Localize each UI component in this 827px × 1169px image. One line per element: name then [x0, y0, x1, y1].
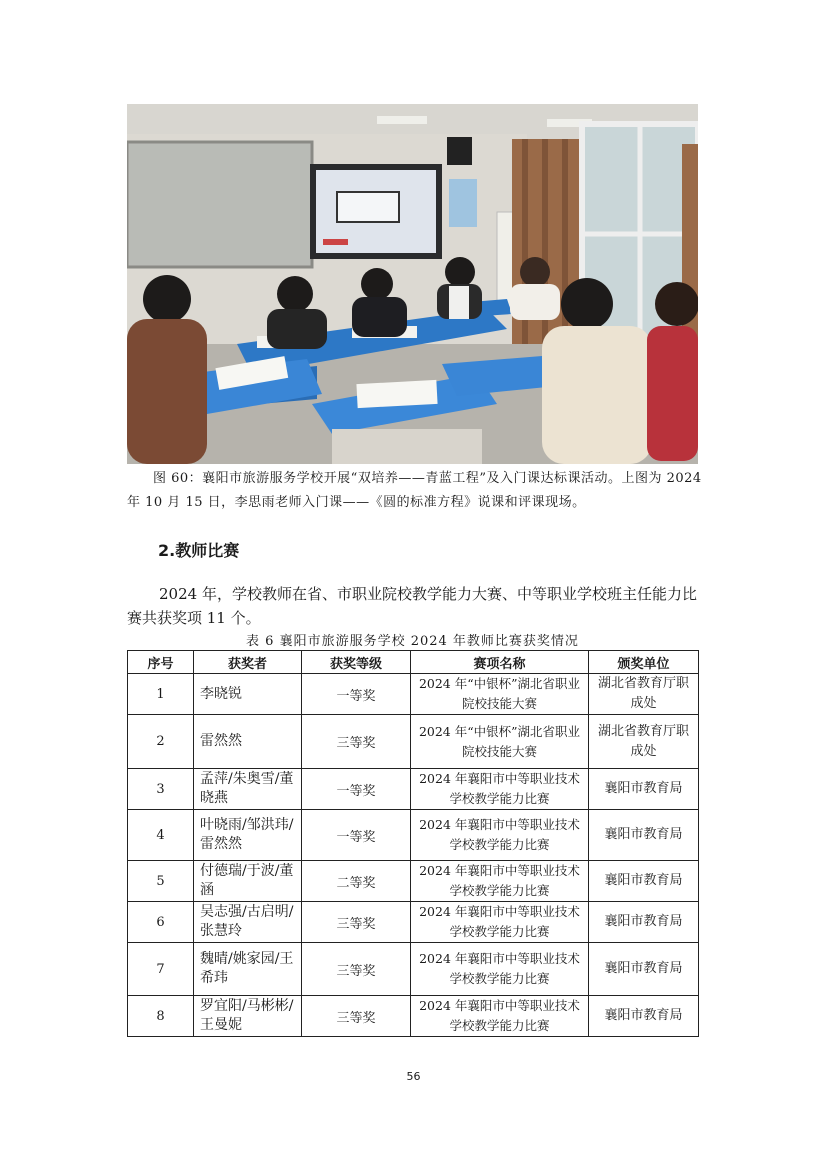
row-event-name: 2024 年襄阳市中等职业技术学校教学能力比赛 [411, 769, 589, 810]
row-event-name: 2024 年“中银杯”湖北省职业院校技能大赛 [411, 674, 589, 715]
table-row [128, 902, 699, 943]
row-event-name: 2024 年襄阳市中等职业技术学校教学能力比赛 [411, 810, 589, 861]
header-issuer: 颁奖单位 [589, 651, 699, 674]
row-issuer: 湖北省教育厅职成处 [589, 715, 699, 769]
header-event-name: 赛项名称 [411, 651, 589, 674]
row-award-level: 一等奖 [302, 769, 411, 810]
row-winner: 吴志强/古启明/张慧玲 [194, 902, 302, 943]
row-winner: 孟萍/朱奥雪/董晓燕 [194, 769, 302, 810]
header-index: 序号 [128, 651, 194, 674]
row-issuer: 襄阳市教育局 [589, 943, 699, 996]
page-number: 56 [406, 1070, 421, 1083]
header-winner: 获奖者 [194, 651, 302, 674]
table-row [128, 810, 699, 861]
row-award-level: 三等奖 [302, 943, 411, 996]
row-event-name: 2024 年襄阳市中等职业技术学校教学能力比赛 [411, 943, 589, 996]
row-issuer: 襄阳市教育局 [589, 902, 699, 943]
row-event-name: 2024 年“中银杯”湖北省职业院校技能大赛 [411, 715, 589, 769]
table-row [128, 769, 699, 810]
row-index: 4 [128, 810, 194, 861]
row-award-level: 三等奖 [302, 715, 411, 769]
row-index: 1 [128, 674, 194, 715]
row-winner: 叶晓雨/邹洪玮/雷然然 [194, 810, 302, 861]
header-award-level: 获奖等级 [302, 651, 411, 674]
awards-table [127, 650, 699, 1037]
row-award-level: 一等奖 [302, 674, 411, 715]
row-issuer: 湖北省教育厅职成处 [589, 674, 699, 715]
figure-caption: 图 60：襄阳市旅游服务学校开展“双培养——青蓝工程”及入门课达标课活动。上图为 2024 年 10 月 15 日，李思雨老师入门课——《圆的标准方程》说课和评课现场。 [127, 471, 702, 510]
table-row [128, 861, 699, 902]
row-award-level: 三等奖 [302, 996, 411, 1037]
row-event-name: 2024 年襄阳市中等职业技术学校教学能力比赛 [411, 996, 589, 1037]
classroom-photo [127, 104, 698, 464]
row-award-level: 三等奖 [302, 902, 411, 943]
row-index: 8 [128, 996, 194, 1037]
section-title: 2.教师比赛 [158, 541, 240, 560]
row-issuer: 襄阳市教育局 [589, 996, 699, 1037]
table-caption: 表 6 襄阳市旅游服务学校 2024 年教师比赛获奖情况 [246, 634, 579, 649]
row-award-level: 二等奖 [302, 861, 411, 902]
row-winner: 罗宜阳/马彬彬/王曼妮 [194, 996, 302, 1037]
row-winner: 雷然然 [194, 715, 302, 769]
table-row [128, 996, 699, 1037]
row-event-name: 2024 年襄阳市中等职业技术学校教学能力比赛 [411, 861, 589, 902]
row-award-level: 一等奖 [302, 810, 411, 861]
row-index: 5 [128, 861, 194, 902]
row-index: 6 [128, 902, 194, 943]
row-index: 2 [128, 715, 194, 769]
row-index: 7 [128, 943, 194, 996]
row-issuer: 襄阳市教育局 [589, 861, 699, 902]
table-header-row [128, 651, 699, 674]
row-index: 3 [128, 769, 194, 810]
row-issuer: 襄阳市教育局 [589, 769, 699, 810]
row-winner: 李晓锐 [194, 674, 302, 715]
table-row [128, 674, 699, 715]
table-row [128, 715, 699, 769]
classroom-photo-illustration [127, 104, 698, 464]
row-event-name: 2024 年襄阳市中等职业技术学校教学能力比赛 [411, 902, 589, 943]
row-issuer: 襄阳市教育局 [589, 810, 699, 861]
row-winner: 付德瑞/于波/董涵 [194, 861, 302, 902]
row-winner: 魏晴/姚家园/王希玮 [194, 943, 302, 996]
section-paragraph: 2024 年，学校教师在省、市职业院校教学能力大赛、中等职业学校班主任能力比赛共获奖项 11 个。 [127, 585, 697, 627]
table-row [128, 943, 699, 996]
